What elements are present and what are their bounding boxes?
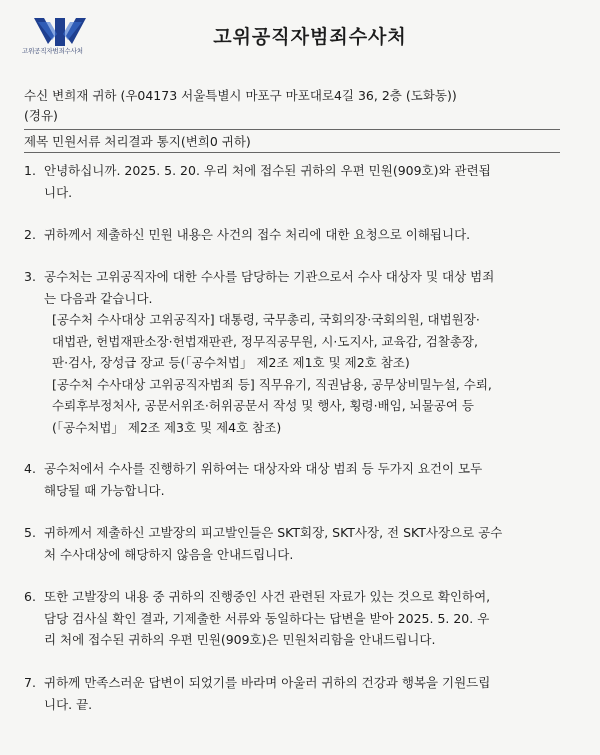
- divider-top: [24, 129, 560, 130]
- item-line: 해당될 때 가능합니다.: [44, 482, 165, 498]
- item-number: 5.: [24, 525, 36, 540]
- via-line: (경유): [24, 108, 58, 123]
- item-line: 담당 검사실 확인 결과, 기제출한 서류와 동일하다는 답변을 받아 2025. 5. 20. 우: [44, 610, 490, 626]
- item-number: 2.: [24, 227, 36, 242]
- item-number: 3.: [24, 269, 36, 284]
- item-line: 귀하께 만족스러운 답변이 되었기를 바라며 아울러 귀하의 건강과 행복을 기원드립: [44, 675, 491, 690]
- list-item: [24, 266, 560, 438]
- list-item: [24, 160, 560, 203]
- item-line: 니다.: [44, 184, 73, 200]
- item-line: 귀하께서 제출하신 민원 내용은 사건의 접수 처리에 대한 요청으로 이해됩니다.: [44, 227, 471, 242]
- item-line: 공수처는 고위공직자에 대한 수사를 담당하는 기관으로서 수사 대상자 및 대상 범죄: [44, 269, 495, 284]
- logo-caption: 고위공직자범죄수사처: [22, 47, 83, 55]
- item-sub-line: 대법관, 헌법재판소장·헌법재판관, 정무직공무원, 시·도지사, 교육감, 검찰총장,: [52, 333, 478, 349]
- item-line: 또한 고발장의 내용 중 귀하의 진행중인 사건 관련된 자료가 있는 것으로 확인하여,: [44, 589, 491, 604]
- item-sub-line: [공수처 수사대상 고위공직자] 대통령, 국무총리, 국회의장·국회의원, 대법원장·: [52, 312, 480, 327]
- list-item: [24, 522, 560, 565]
- list-item: [24, 224, 560, 246]
- item-sub-line: [공수처 수사대상 고위공직자범죄 등] 직무유기, 직권남용, 공무상비밀누설, 수뢰,: [52, 376, 492, 392]
- item-line: 안녕하십니까. 2025. 5. 20. 우리 처에 접수된 귀하의 우편 민원(909호)와 관련됩: [44, 163, 491, 178]
- item-line: 니다. 끝.: [44, 696, 93, 712]
- item-line: 리 처에 접수된 귀하의 우편 민원(909호)은 민원처리함을 안내드립니다.: [44, 632, 436, 647]
- item-line: 는 다음과 같습니다.: [44, 290, 153, 306]
- item-number: 7.: [24, 675, 36, 690]
- divider-bottom: [24, 152, 560, 153]
- item-number: 6.: [24, 589, 36, 604]
- agency-title: 고위공직자범죄수사처: [213, 26, 407, 48]
- subject-line: 제목 민원서류 처리결과 통지(변희0 귀하): [24, 134, 251, 149]
- item-sub-line: 판·검사, 장성급 장교 등(「공수처법」 제2조 제1호 및 제2호 참조): [52, 355, 410, 370]
- item-line: 귀하께서 제출하신 고발장의 피고발인들은 SKT회장, SKT사장, 전 SKT사장으로 공수: [44, 525, 503, 540]
- subject-wrap: [24, 132, 570, 152]
- item-sub-line: (「공수처법」 제2조 제3호 및 제4호 참조): [52, 419, 282, 435]
- document-meta: [24, 86, 570, 126]
- item-line: 공수처에서 수사를 진행하기 위하여는 대상자와 대상 범죄 등 두가지 요건이 모두: [44, 461, 483, 476]
- list-item: [24, 458, 560, 501]
- item-number: 1.: [24, 163, 36, 178]
- list-item: [24, 586, 560, 651]
- item-sub-line: 수뢰후부정처사, 공문서위조·허위공문서 작성 및 행사, 횡령·배임, 뇌물공여 등: [52, 398, 475, 413]
- item-number: 4.: [24, 461, 36, 476]
- list-item: [24, 672, 560, 715]
- item-line: 처 수사대상에 해당하지 않음을 안내드립니다.: [44, 546, 294, 562]
- recipient-line: 수신 변희재 귀하 (우04173 서울특별시 마포구 마포대로4길 36, 2층 (도화동)): [24, 88, 457, 103]
